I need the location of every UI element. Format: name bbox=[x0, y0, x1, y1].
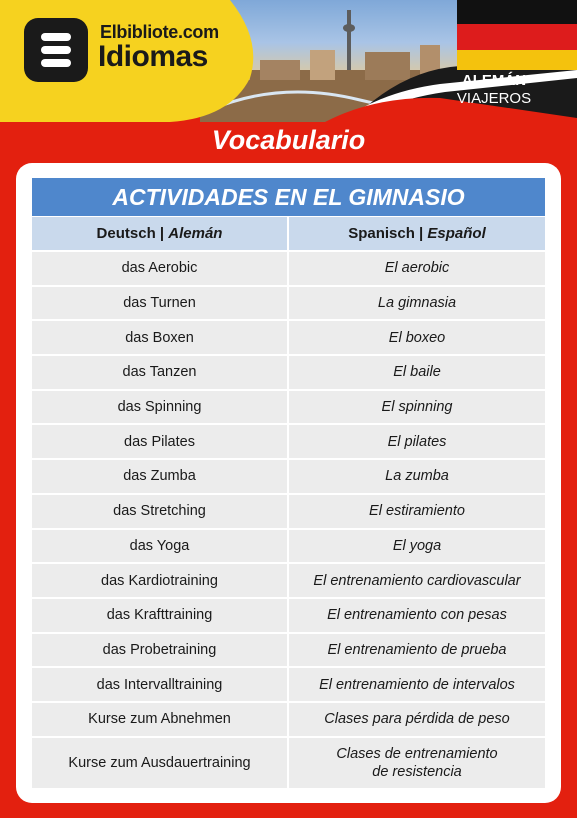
spanish-word: El baile bbox=[289, 356, 545, 389]
table-row bbox=[32, 460, 545, 493]
german-word: das Kardiotraining bbox=[32, 564, 287, 597]
spanish-word-line1: Clases de entrenamiento bbox=[336, 745, 498, 762]
table-row bbox=[32, 425, 545, 458]
table-row bbox=[32, 738, 545, 788]
badge-language: ALEMÁN bbox=[461, 72, 527, 89]
table-row bbox=[32, 564, 545, 597]
spanish-word: El yoga bbox=[289, 530, 545, 563]
badge-level: VIAJEROS bbox=[456, 90, 532, 107]
spanish-word-line2: de resistencia bbox=[372, 763, 462, 780]
header-banner bbox=[0, 0, 577, 122]
table-row bbox=[32, 356, 545, 389]
brand-name: Elbibliote.com bbox=[100, 22, 219, 42]
german-word: das Aerobic bbox=[32, 252, 287, 285]
german-word: Kurse zum Abnehmen bbox=[32, 703, 287, 736]
german-word: das Probetraining bbox=[32, 634, 287, 667]
german-word: das Boxen bbox=[32, 321, 287, 354]
table-row bbox=[32, 321, 545, 354]
german-word: das Pilates bbox=[32, 425, 287, 458]
german-word: das Intervalltraining bbox=[32, 668, 287, 701]
spanish-word: El entrenamiento cardiovascular bbox=[289, 564, 545, 597]
german-word: das Yoga bbox=[32, 530, 287, 563]
spanish-word: El spinning bbox=[289, 391, 545, 424]
german-word: das Turnen bbox=[32, 287, 287, 320]
vocabulary-table bbox=[32, 252, 545, 790]
table-row bbox=[32, 634, 545, 667]
level-badge bbox=[440, 72, 548, 118]
spanish-word: El pilates bbox=[289, 425, 545, 458]
german-word: das Tanzen bbox=[32, 356, 287, 389]
spanish-word bbox=[289, 738, 545, 788]
elbibliote-logo-icon bbox=[24, 18, 88, 82]
german-word: das Krafttraining bbox=[32, 599, 287, 632]
column-header-german bbox=[32, 217, 287, 250]
table-row bbox=[32, 252, 545, 285]
table-title: ACTIVIDADES EN EL GIMNASIO bbox=[32, 178, 545, 216]
column-headers bbox=[32, 217, 545, 250]
table-row bbox=[32, 668, 545, 701]
spanish-word: El aerobic bbox=[289, 252, 545, 285]
spanish-word: La gimnasia bbox=[289, 287, 545, 320]
product-name: Idiomas bbox=[98, 40, 208, 73]
german-word: das Spinning bbox=[32, 391, 287, 424]
table-row bbox=[32, 599, 545, 632]
column-header-spanish-italic: Español bbox=[427, 225, 486, 242]
spanish-word: El entrenamiento con pesas bbox=[289, 599, 545, 632]
page-title: Vocabulario bbox=[211, 125, 366, 155]
german-word: das Zumba bbox=[32, 460, 287, 493]
german-word: das Stretching bbox=[32, 495, 287, 528]
spanish-word: El estiramiento bbox=[289, 495, 545, 528]
column-header-german-prefix: Deutsch | bbox=[96, 225, 169, 242]
table-row bbox=[32, 530, 545, 563]
column-header-german-italic: Alemán bbox=[168, 225, 223, 242]
table-row bbox=[32, 287, 545, 320]
spanish-word: El entrenamiento de prueba bbox=[289, 634, 545, 667]
german-word: Kurse zum Ausdauertraining bbox=[32, 738, 287, 788]
spanish-word: La zumba bbox=[289, 460, 545, 493]
table-row bbox=[32, 391, 545, 424]
column-header-spanish-prefix: Spanisch | bbox=[348, 225, 428, 242]
spanish-word: El entrenamiento de intervalos bbox=[289, 668, 545, 701]
table-row bbox=[32, 703, 545, 736]
spanish-word: El boxeo bbox=[289, 321, 545, 354]
table-row bbox=[32, 495, 545, 528]
spanish-word: Clases para pérdida de peso bbox=[289, 703, 545, 736]
column-header-spanish bbox=[289, 217, 545, 250]
